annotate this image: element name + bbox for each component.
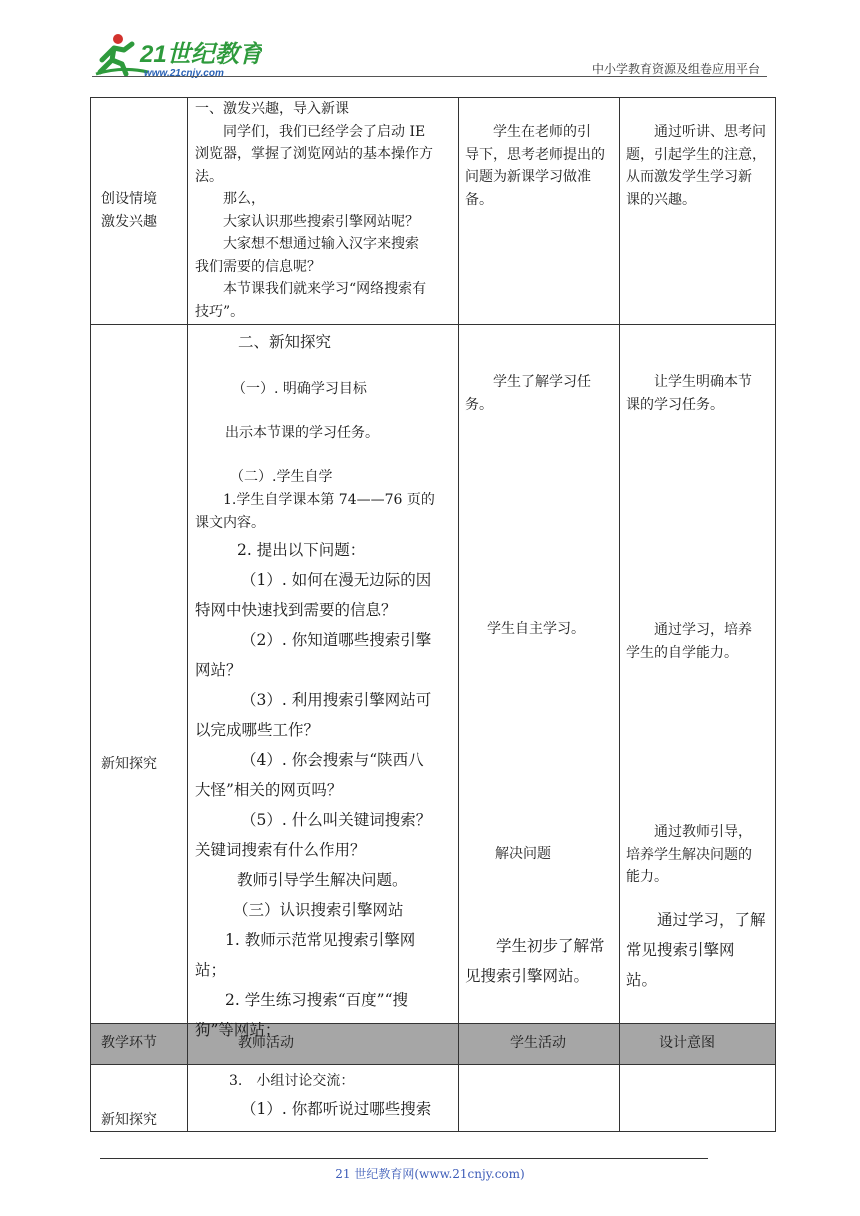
row2-question-line: 教师引导学生解决问题。	[237, 871, 408, 889]
row1-stage-line: 激发兴趣	[101, 213, 157, 230]
header-platform-text: 中小学教育资源及组卷应用平台	[591, 62, 760, 76]
row2-intent-line: 常见搜索引擎网	[626, 941, 735, 959]
row3-teacher-line: 3. 小组讨论交流：	[229, 1073, 355, 1089]
table-column-divider	[187, 97, 188, 1132]
row2-question-line: （三）认识搜索引擎网站	[233, 901, 404, 919]
table-column-divider	[458, 97, 459, 1132]
row1-student-line: 备。	[465, 191, 493, 208]
row1-intent-line: 课的兴趣。	[626, 191, 696, 208]
row2-intent-line: 能力。	[626, 869, 668, 885]
site-logo	[92, 30, 262, 82]
row2-question-line: （4）. 你会搜索与“陕西八	[241, 751, 424, 769]
row2-question-line: 关键词搜索有什么作用？	[195, 841, 366, 859]
row2-intent-line: 让学生明确本节	[626, 374, 752, 390]
col-header-stage: 教学环节	[101, 1035, 157, 1051]
row2-student-b: 学生自主学习。	[487, 621, 585, 637]
table-row-divider	[90, 1064, 776, 1065]
row2-intent-line: 通过学习，了解	[626, 911, 766, 929]
row2-stage-cell: 新知探究	[101, 756, 157, 772]
row2-self-line: 课文内容。	[195, 514, 265, 531]
row2-intent-d	[626, 905, 766, 995]
table-border-top	[90, 97, 776, 98]
row1-intent-line: 从而激发学生学习新	[626, 169, 752, 185]
row2-question-line: 以完成哪些工作？	[195, 721, 320, 739]
table-column-divider	[90, 97, 91, 1132]
row1-student-line: 问题为新课学习做准	[465, 169, 591, 185]
row1-teacher-line: 法。	[195, 168, 223, 185]
row1-teacher-line: 大家想不想通过输入汉字来搜索	[195, 236, 419, 252]
logo-graphic	[92, 30, 262, 82]
table-column-divider	[775, 97, 776, 1132]
row2-intent-line: 通过学习，培养	[626, 622, 752, 638]
row2-student-d	[465, 931, 605, 991]
row1-teacher-cell	[195, 98, 433, 323]
row1-teacher-line: 那么，	[195, 191, 265, 207]
col-header-teacher: 教师活动	[238, 1035, 294, 1051]
row2-question-line: （1）. 如何在漫无边际的因	[241, 571, 432, 589]
footer-divider	[100, 1158, 708, 1159]
row1-teacher-line: 我们需要的信息呢？	[195, 258, 321, 275]
row2-question-line: 狗”等网站；	[195, 1021, 281, 1039]
row2-intent-line: 课的学习任务。	[626, 396, 724, 413]
header-divider	[92, 76, 767, 77]
row2-question-line: 2. 提出以下问题：	[237, 541, 366, 559]
row2-question-line: 2. 学生练习搜索“百度”“搜	[225, 991, 408, 1009]
row2-question-line: （2）. 你知道哪些搜索引擎	[241, 631, 432, 649]
row1-stage-cell	[101, 188, 157, 233]
row2-student-c: 解决问题	[495, 846, 551, 862]
row2-intent-b	[626, 619, 752, 664]
row2-student-line: 见搜索引擎网站。	[465, 967, 590, 985]
row1-intent-line: 通过听讲、思考问	[626, 124, 766, 140]
row2-student-line: 学生了解学习任	[465, 374, 591, 390]
row2-question-line: （3）. 利用搜索引擎网站可	[241, 691, 432, 709]
logo-url-text: www.21cnjy.com	[144, 68, 224, 79]
row2-questions-block	[195, 535, 431, 1045]
table-row-divider	[90, 324, 776, 325]
row1-stage-line: 创设情境	[101, 191, 157, 207]
row2-goal-text: 出示本节课的学习任务。	[225, 425, 379, 441]
row1-teacher-line: 技巧”。	[195, 303, 245, 320]
row2-question-line: 网站？	[195, 661, 242, 679]
row2-student-line: 务。	[465, 396, 493, 413]
row2-student-line: 学生初步了解常	[465, 937, 605, 955]
row2-intent-c	[626, 821, 752, 889]
row2-section-title: 二、新知探究	[238, 333, 332, 351]
row1-student-cell	[465, 121, 605, 211]
footer-site-text: 21 世纪教育网(www.21cnjy.com)	[335, 1167, 525, 1181]
row2-goal-title: （一）. 明确学习目标	[232, 381, 367, 397]
row2-intent-line: 培养学生解决问题的	[626, 846, 752, 863]
row2-self-title: （二）.学生自学	[230, 469, 333, 485]
row2-question-line: （5）. 什么叫关键词搜索？	[241, 811, 432, 829]
row1-student-line: 导下，思考老师提出的	[465, 146, 605, 163]
row1-teacher-line: 同学们，我们已经学会了启动 IE	[195, 123, 426, 140]
table-border-bottom	[90, 1131, 776, 1132]
row1-teacher-line: 本节课我们就来学习“网络搜索有	[195, 281, 427, 297]
table-row-divider	[90, 1023, 776, 1024]
row1-teacher-line: 大家认识那些搜索引擎网站呢？	[195, 213, 419, 230]
row1-intent-cell	[626, 121, 766, 211]
row2-question-line: 特网中快速找到需要的信息？	[195, 601, 397, 619]
row2-question-line: 大怪”相关的网页吗？	[195, 781, 343, 799]
row2-intent-a	[626, 371, 752, 416]
col-header-student: 学生活动	[510, 1035, 566, 1051]
row2-student-a	[465, 371, 591, 416]
row2-self-text	[195, 489, 435, 534]
row2-question-line: 站；	[195, 961, 227, 979]
row3-stage-cell: 新知探究	[101, 1112, 157, 1128]
row1-teacher-line: 浏览器，掌握了浏览网站的基本操作方	[195, 146, 433, 162]
table-column-divider	[619, 97, 620, 1132]
row1-intent-line: 题，引起学生的注意，	[626, 146, 766, 163]
row1-teacher-line: 一、激发兴趣，导入新课	[195, 101, 349, 117]
col-header-intent: 设计意图	[659, 1035, 715, 1051]
row2-intent-line: 学生的自学能力。	[626, 644, 738, 661]
row1-student-line: 学生在老师的引	[465, 124, 591, 140]
row2-intent-line: 站。	[626, 971, 658, 989]
logo-runner-head-icon	[113, 34, 123, 44]
logo-main-text: 21世纪教育	[140, 41, 262, 68]
row2-self-line: 1.学生自学课本第 74——76 页的	[223, 492, 435, 508]
row3-teacher-line: （1）. 你都听说过哪些搜索	[241, 1100, 432, 1118]
row2-intent-line: 通过教师引导，	[626, 824, 752, 840]
row2-question-line: 1. 教师示范常见搜索引擎网	[225, 931, 416, 949]
